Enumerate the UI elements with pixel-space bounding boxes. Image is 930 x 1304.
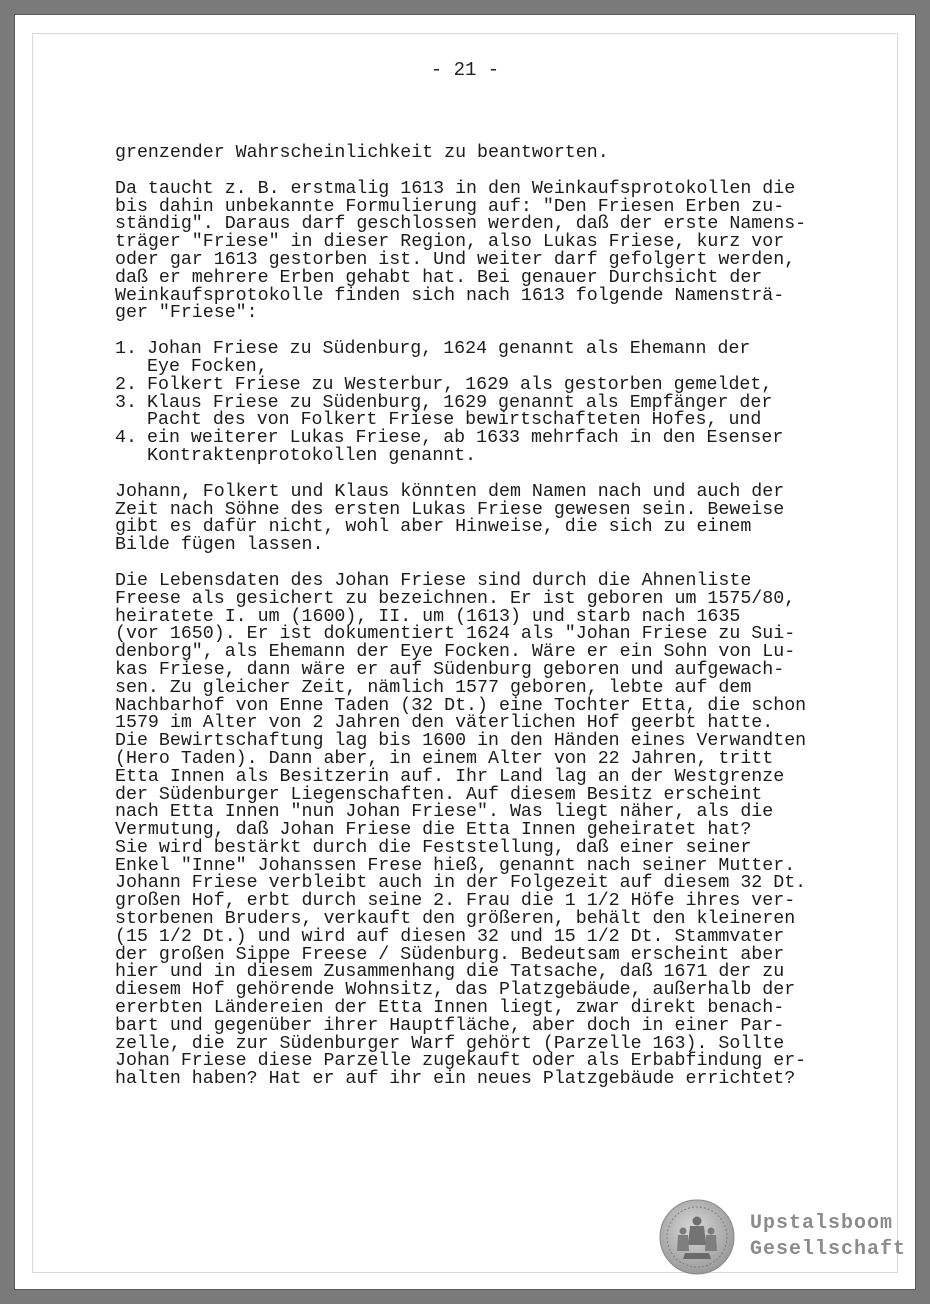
document-text	[115, 145, 815, 1089]
logo-line: Gesellschaft	[750, 1238, 907, 1261]
text-line: (15 1/2 Dt.) und wird auf diesen 32 und 15 1/2 Dt. Stammvater	[115, 926, 785, 947]
numbered-list	[115, 341, 815, 466]
text-line: Klaus Friese zu Südenburg, 1629 genannt als Empfänger der	[147, 392, 773, 413]
text-line: Enkel "Inne" Johanssen Frese hieß, genannt nach seiner Mutter.	[115, 855, 796, 876]
list-number: 4.	[115, 428, 137, 449]
text-line: bart und gegenüber ihrer Hauptfläche, aber doch in einer Par-	[115, 1015, 785, 1036]
text-line: der Südenburger Liegenschaften. Auf diesem Besitz erscheint	[115, 784, 763, 805]
list-item	[115, 341, 815, 377]
list-item	[115, 430, 815, 466]
text-line: Sie wird bestärkt durch die Feststellung, daß einer seiner	[115, 837, 752, 858]
list-item	[115, 392, 815, 431]
text-line: sen. Zu gleicher Zeit, nämlich 1577 geboren, lebte auf dem	[115, 677, 752, 698]
text-line: Die Bewirtschaftung lag bis 1600 in den Händen eines Verwandten	[115, 731, 807, 752]
text-line: heiratete I. um (1600), II. um (1613) und starb nach 1635	[115, 606, 741, 627]
text-line: Pacht des von Folkert Friese bewirtschafteten Hofes, und	[147, 410, 762, 431]
text-line: träger "Friese" in dieser Region, also Lukas Friese, kurz vor	[115, 232, 785, 253]
text-line: Da taucht z. B. erstmalig 1613 in den Weinkaufsprotokollen die	[115, 178, 796, 199]
text-line: Kontraktenprotokollen genannt.	[147, 445, 477, 466]
page-number: - 21 -	[430, 59, 500, 81]
text-line: Weinkaufsprotokolle finden sich nach 1613 folgende Namensträ-	[115, 285, 785, 306]
text-line: hier und in diesem Zusammenhang die Tatsache, daß 1671 der zu	[115, 962, 785, 983]
text-line: der großen Sippe Freese / Südenburg. Bedeutsam erscheint aber	[115, 944, 785, 965]
list-number: 2.	[115, 374, 137, 395]
text-line: Johan Friese diese Parzelle zugekauft oder als Erbabfindung er-	[115, 1051, 807, 1072]
text-line: kas Friese, dann wäre er auf Südenburg geboren und aufgewach-	[115, 659, 785, 680]
text-line: (vor 1650). Er ist dokumentiert 1624 als "Johan Friese zu Sui-	[115, 624, 796, 645]
text-line: oder gar 1613 gestorben ist. Und weiter darf gefolgert werden,	[115, 249, 796, 270]
text-line: Eye Focken,	[147, 356, 268, 377]
document-page	[15, 15, 915, 1289]
text-line: diesem Hof gehörende Wohnsitz, das Platzgebäude, außerhalb der	[115, 980, 796, 1001]
text-line: großen Hof, erbt durch seine 2. Frau die 1 1/2 Höfe ihres ver-	[115, 891, 796, 912]
text-line: Etta Innen als Besitzerin auf. Ihr Land lag an der Westgrenze	[115, 766, 785, 787]
text-line: ger "Friese":	[115, 303, 258, 324]
paragraph	[115, 178, 815, 324]
text-line: Johan Friese zu Südenburg, 1624 genannt als Ehemann der	[147, 339, 751, 360]
text-line: storbenen Bruders, verkauft den größeren, behält den kleineren	[115, 909, 796, 930]
list-number: 1.	[115, 339, 137, 360]
text-line: daß er mehrere Erben gehabt hat. Bei genauer Durchsicht der	[115, 267, 763, 288]
text-line: ein weiterer Lukas Friese, ab 1633 mehrfach in den Esenser	[147, 428, 784, 449]
text-line: Nachbarhof von Enne Taden (32 Dt.) eine Tochter Etta, die schon	[115, 695, 807, 716]
text-line: Johann, Folkert und Klaus könnten dem Namen nach und auch der	[115, 481, 785, 502]
text-line: Zeit nach Söhne des ersten Lukas Friese gewesen sein. Beweise	[115, 499, 785, 520]
text-line: Bilde fügen lassen.	[115, 535, 324, 556]
text-line: bis dahin unbekannte Formulierung auf: "Den Friesen Erben zu-	[115, 196, 785, 217]
text-line: ererbten Ländereien der Etta Innen liegt, zwar direkt benach-	[115, 998, 785, 1019]
text-line: Die Lebensdaten des Johan Friese sind durch die Ahnenliste	[115, 570, 752, 591]
seal-icon	[659, 1199, 735, 1275]
text-line: Freese als gesichert zu bezeichnen. Er ist geboren um 1575/80,	[115, 588, 796, 609]
text-line: denborg", als Ehemann der Eye Focken. Wäre er ein Sohn von Lu-	[115, 642, 796, 663]
paragraph	[115, 570, 815, 1090]
paragraph	[115, 481, 815, 556]
logo-text	[750, 1211, 906, 1263]
text-line: grenzender Wahrscheinlichkeit zu beantworten.	[115, 143, 609, 163]
upstalsboom-logo	[659, 1199, 906, 1275]
logo-line: Upstalsboom	[750, 1212, 894, 1235]
text-line: Johann Friese verbleibt auch in der Folgezeit auf diesem 32 Dt.	[115, 873, 807, 894]
text-line: 1579 im Alter von 2 Jahren den väterlichen Hof geerbt hatte.	[115, 713, 774, 734]
text-line: (Hero Taden). Dann aber, in einem Alter von 22 Jahren, tritt	[115, 748, 774, 769]
text-line: Vermutung, daß Johan Friese die Etta Innen geheiratet hat?	[115, 820, 752, 841]
text-line: halten haben? Hat er auf ihr ein neues Platzgebäude errichtet?	[115, 1069, 796, 1090]
text-line: zelle, die zur Südenburger Warf gehört (Parzelle 163). Sollte	[115, 1033, 785, 1054]
text-line: Folkert Friese zu Westerbur, 1629 als gestorben gemeldet,	[147, 374, 773, 395]
text-line: nach Etta Innen "nun Johan Friese". Was liegt näher, als die	[115, 802, 774, 823]
list-number: 3.	[115, 392, 137, 413]
list-item	[115, 374, 815, 395]
text-line: ständig". Daraus darf geschlossen werden, daß der erste Namens-	[115, 214, 807, 235]
paragraph	[115, 145, 815, 163]
text-line: gibt es dafür nicht, wohl aber Hinweise, die sich zu einem	[115, 517, 752, 538]
